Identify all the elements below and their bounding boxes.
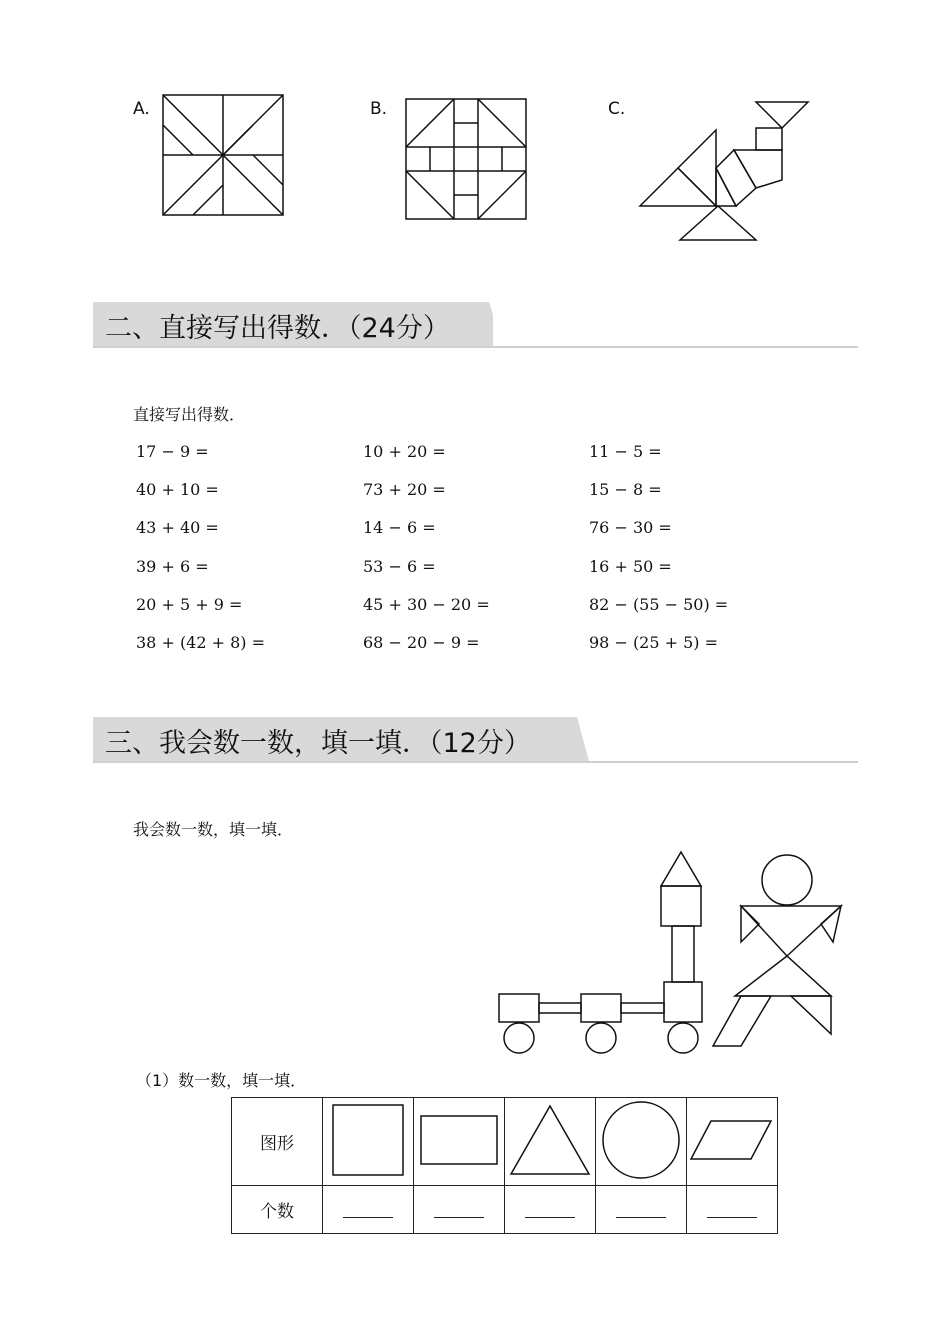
count-table (231, 1097, 778, 1234)
parallelogram-icon (689, 1117, 775, 1163)
answer-blank[interactable] (707, 1197, 757, 1218)
equation: 39 + 6 = (136, 557, 209, 576)
equation: 98 − (25 + 5) = (589, 633, 719, 652)
answer-blank[interactable] (616, 1197, 666, 1218)
parallelogram-cell (687, 1098, 778, 1186)
square-icon (330, 1102, 406, 1178)
tower-roof (661, 852, 701, 886)
equation: 17 − 9 = (136, 442, 209, 461)
wheel (668, 1023, 698, 1053)
equation: 38 + (42 + 8) = (136, 633, 266, 652)
person-head (762, 855, 812, 905)
equation: 82 − (55 − 50) = (589, 595, 729, 614)
triangle-icon (507, 1102, 593, 1178)
wheel (504, 1023, 534, 1053)
equation: 15 − 8 = (589, 480, 662, 499)
equation: 16 + 50 = (589, 557, 672, 576)
train-engine (664, 982, 702, 1022)
equation: 43 + 40 = (136, 518, 219, 537)
section-2-prompt: 直接写出得数． (133, 405, 246, 424)
count-answer-cell[interactable] (414, 1186, 505, 1234)
section-3-prompt: 我会数一数，填一填． (133, 820, 294, 839)
answer-blank[interactable] (525, 1197, 575, 1218)
sub-prompt: （1）数一数，填一填． (136, 1071, 307, 1090)
shape-picture (495, 848, 847, 1058)
rectangle-cell (414, 1098, 505, 1186)
answer-blank[interactable] (434, 1197, 484, 1218)
wheel (586, 1023, 616, 1053)
count-answer-cell[interactable] (687, 1186, 778, 1234)
count-answer-cell[interactable] (323, 1186, 414, 1234)
tower-pillar (672, 926, 694, 982)
section-3-title: 三、我会数一数，填一填．（12分） (105, 728, 531, 759)
option-c-label: C. (608, 99, 626, 119)
option-b-label: B. (370, 99, 388, 119)
tower-square (661, 886, 701, 926)
count-answer-cell[interactable] (596, 1186, 687, 1234)
person-skirt (735, 956, 831, 996)
equation: 53 − 6 = (363, 557, 436, 576)
person-leg (713, 996, 771, 1046)
figure-a (160, 92, 286, 218)
equation: 11 − 5 = (589, 442, 662, 461)
equation: 73 + 20 = (363, 480, 446, 499)
equation: 45 + 30 − 20 = (363, 595, 490, 614)
person-arm (741, 906, 759, 942)
section-2-header (93, 302, 858, 348)
rectangle-icon (418, 1113, 500, 1167)
train-car (499, 994, 539, 1022)
square-cell (323, 1098, 414, 1186)
equation: 20 + 5 + 9 = (136, 595, 243, 614)
train-link (621, 1003, 664, 1013)
answer-blank[interactable] (343, 1197, 393, 1218)
count-answer-cell[interactable] (505, 1186, 596, 1234)
equation: 40 + 10 = (136, 480, 219, 499)
equation: 10 + 20 = (363, 442, 446, 461)
section-3-header (93, 717, 858, 763)
circle-icon (600, 1099, 682, 1181)
shape-header-cell: 图形 (232, 1098, 323, 1186)
equation: 14 − 6 = (363, 518, 436, 537)
count-header-cell: 个数 (232, 1186, 323, 1234)
section-2-title: 二、直接写出得数．（24分） (105, 313, 450, 344)
triangle-cell (505, 1098, 596, 1186)
equation: 68 − 20 − 9 = (363, 633, 480, 652)
person-arm (821, 906, 841, 942)
train-car (581, 994, 621, 1022)
train-link (539, 1003, 581, 1013)
option-a-label: A. (133, 99, 150, 119)
equation: 76 − 30 = (589, 518, 672, 537)
circle-cell (596, 1098, 687, 1186)
figure-b (403, 96, 529, 222)
person-leg (791, 996, 831, 1034)
figure-c (636, 98, 816, 246)
